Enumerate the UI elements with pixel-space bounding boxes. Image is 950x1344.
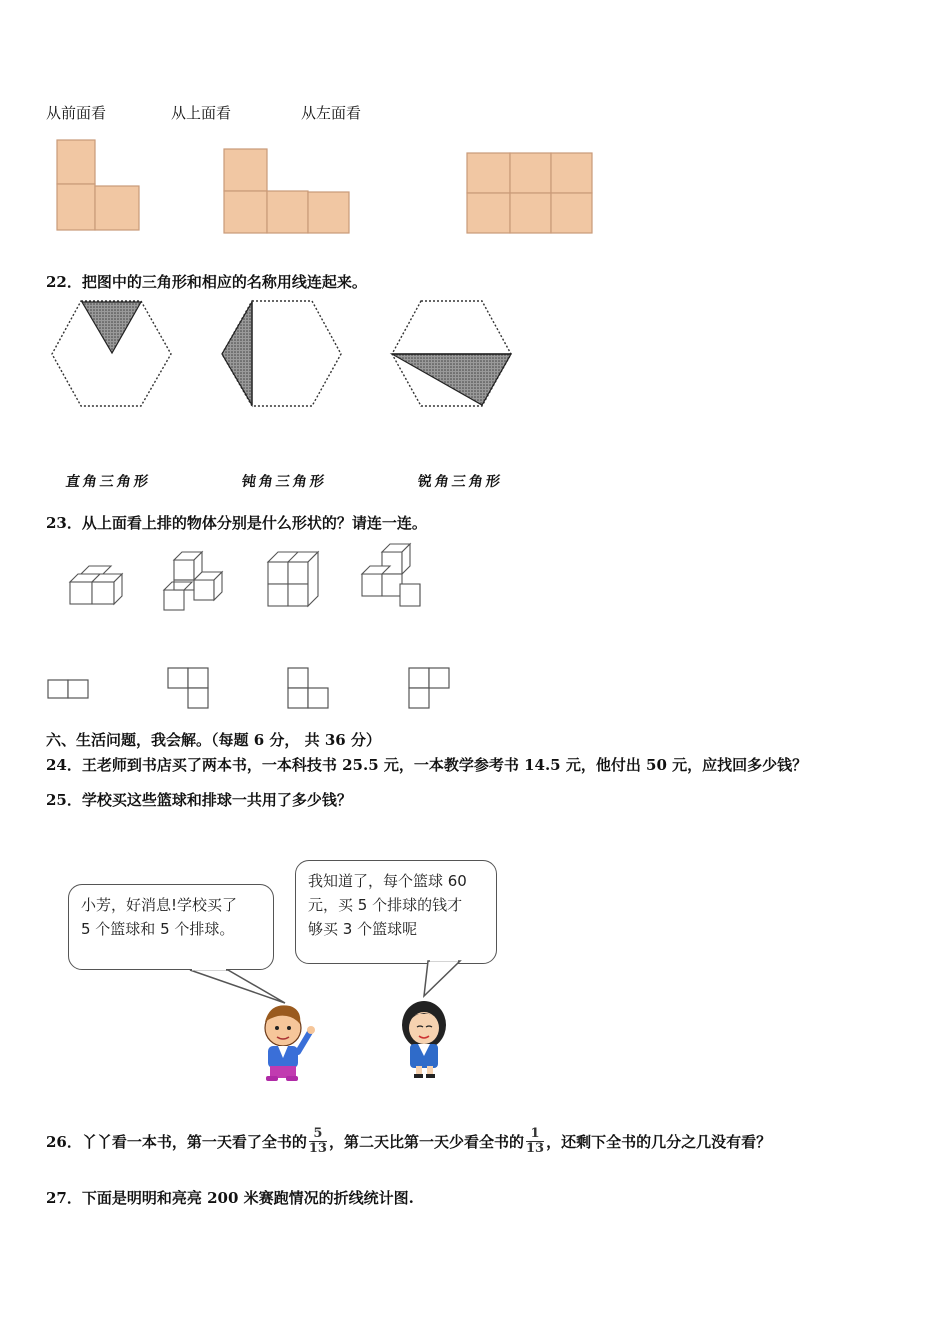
fraction-5-13 (309, 1127, 327, 1156)
question-23: 23．从上面看上排的物体分别是什么形状的？请连一连。 (46, 514, 427, 532)
frac2-denominator: 13 (526, 1141, 545, 1156)
frac1-denominator: 13 (308, 1141, 327, 1156)
triangle-label-acute: 锐角三角形 (416, 474, 504, 490)
q26-part-3: ，还剩下全书的几分之几没有看？ (546, 1133, 772, 1151)
question-26 (46, 1127, 771, 1156)
question-22: 22．把图中的三角形和相应的名称用线连起来。 (46, 273, 367, 291)
triangle-label-obtuse: 钝角三角形 (240, 474, 328, 490)
frac2-numerator: 1 (530, 1126, 540, 1141)
q26-part-1: 26．丫丫看一本书，第一天看了全书的 (46, 1133, 307, 1151)
question-24: 24．王老师到书店买了两本书，一本科技书 25.5 元，一本教学参考书 14.5 元，他付出 50 元，应找回多少钱？ (46, 756, 808, 774)
fraction-1-13 (526, 1127, 544, 1156)
bubble-right-line-1: 我知道了，每个篮球 60 (308, 872, 467, 890)
question-27: 27．下面是明明和亮亮 200 米赛跑情况的折线统计图. (46, 1189, 414, 1207)
triangle-label-right: 直角三角形 (64, 474, 152, 490)
frac1-numerator: 5 (313, 1126, 323, 1141)
girl-character (402, 1001, 446, 1078)
section-6-heading: 六、生活问题，我会解。（每题 6 分， 共 36 分） (46, 731, 381, 749)
view-label-left: 从左面看 (301, 104, 362, 122)
bubble-left-line-2: 5 个篮球和 5 个排球。 (81, 920, 235, 938)
view-label-front: 从前面看 (46, 104, 107, 122)
bubble-left-line-1: 小芳，好消息!学校买了 (81, 896, 238, 914)
question-25: 25．学校买这些篮球和排球一共用了多少钱？ (46, 791, 352, 809)
bubble-right-line-3: 够买 3 个篮球呢 (308, 920, 418, 938)
boy-character (265, 1005, 315, 1081)
bubble-right-line-2: 元，买 5 个排球的钱才 (308, 896, 463, 914)
view-label-top: 从上面看 (171, 104, 232, 122)
q26-part-2: ，第二天比第一天少看全书的 (328, 1133, 524, 1151)
